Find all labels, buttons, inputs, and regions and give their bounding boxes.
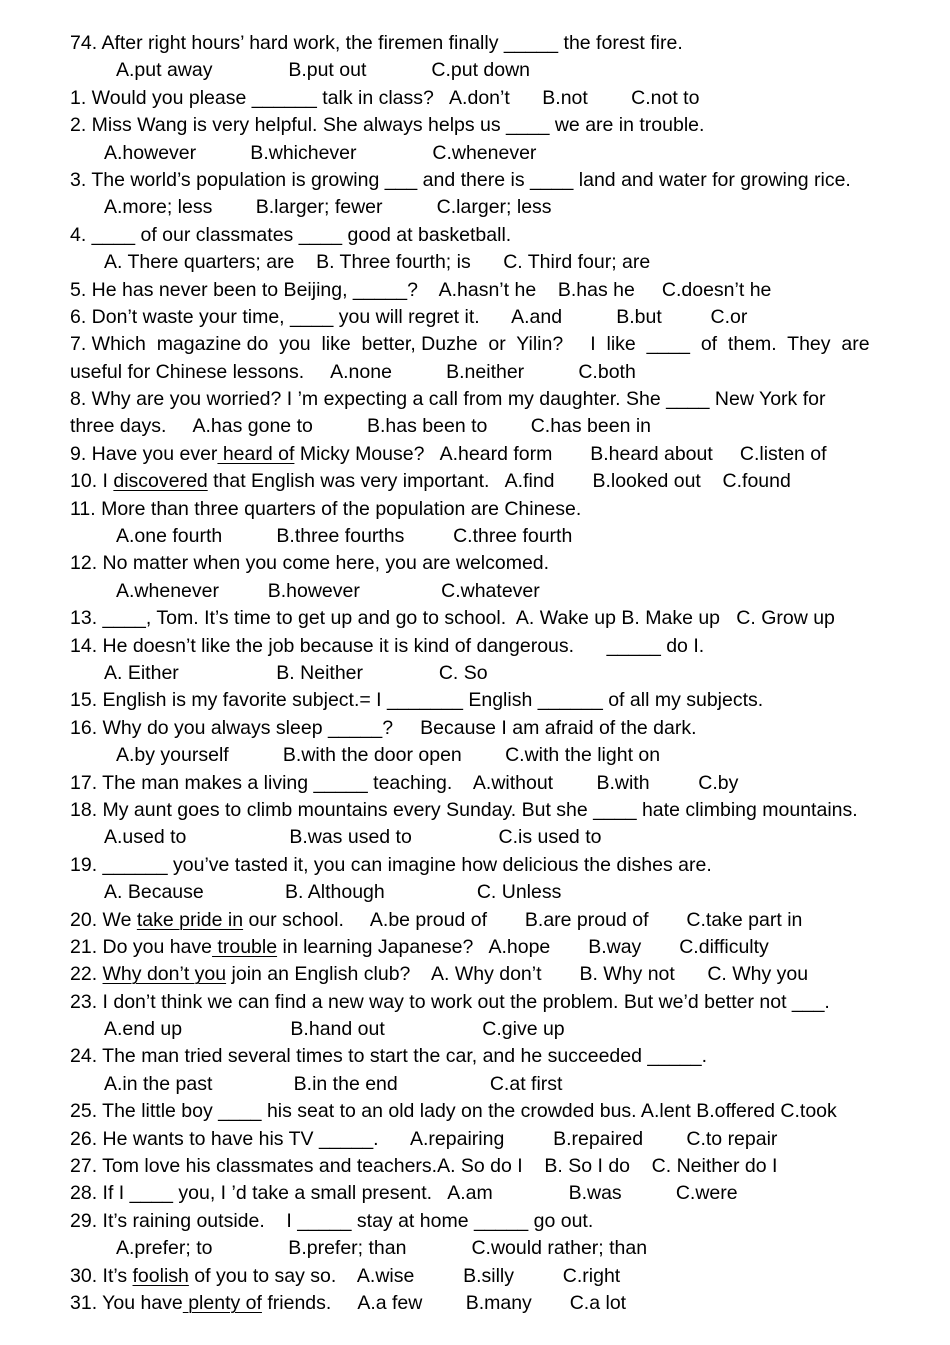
text-segment: 14. He doesn’t like the job because it is kind of dangerous. _____ do I. [70,634,705,657]
text-segment: A.put away B.put out C.put down [116,59,531,82]
text-segment: useful for Chinese lessons. A.none B.neither C.both [70,360,636,383]
question-line [70,1153,930,1180]
answer-options-line [70,824,930,851]
underlined-phrase: plenty of [182,1291,262,1314]
question-line [70,1290,930,1317]
answer-options-line [70,249,930,276]
question-line [70,1180,930,1207]
question-line [70,934,930,961]
text-segment: 3. The world’s population is growing ___ and there is ____ land and water for growing rice. [70,168,851,191]
text-segment: A.by yourself B.with the door open C.with the light on [116,744,661,767]
question-line [70,715,930,742]
text-segment: 10. I [70,470,114,493]
question-line [70,222,930,249]
text-segment: 24. The man tried several times to start the car, and he succeeded _____. [70,1045,708,1068]
text-segment: 23. I don’t think we can find a new way to work out the problem. But we’d better not ___. [70,990,830,1013]
question-line [70,907,930,934]
text-segment: A. Because B. Although C. Unless [104,881,562,904]
question-line [70,413,930,440]
answer-options-line [70,1235,930,1262]
question-line [70,989,930,1016]
question-line [70,1208,930,1235]
text-segment: 17. The man makes a living _____ teaching. A.without B.with C.by [70,771,739,794]
underlined-phrase: foolish [132,1264,189,1287]
text-segment: that English was very important. A.find B.looked out C.found [207,470,791,493]
question-line [70,770,930,797]
text-segment: 29. It’s raining outside. I _____ stay at home _____ go out. [70,1209,594,1232]
text-segment: 25. The little boy ____ his seat to an old lady on the crowded bus. A.lent B.offered C.took [70,1100,837,1123]
text-segment: 11. More than three quarters of the population are Chinese. [70,497,582,520]
underlined-phrase: trouble [212,935,278,958]
text-segment: 1. Would you please ______ talk in class? A.don’t B.not C.not to [70,86,700,109]
text-segment: 12. No matter when you come here, you are welcomed. [70,552,550,575]
text-segment: 16. Why do you always sleep _____? Because I am afraid of the dark. [70,716,697,739]
text-segment: our school. A.be proud of B.are proud of C.take part in [243,908,803,931]
question-line [70,797,930,824]
question-line [70,468,930,495]
text-segment: 18. My aunt goes to climb mountains every Sunday. But she ____ hate climbing mountains. [70,798,858,821]
text-segment: A.in the past B.in the end C.at first [104,1072,563,1095]
question-line [70,277,930,304]
text-segment: 15. English is my favorite subject.= I _______ English ______ of all my subjects. [70,689,764,712]
text-segment: 5. He has never been to Beijing, _____? A.hasn’t he B.has he C.doesn’t he [70,278,772,301]
text-segment: A.used to B.was used to C.is used to [104,826,602,849]
answer-options-line [70,660,930,687]
text-segment: friends. A.a few B.many C.a lot [261,1291,627,1314]
text-segment: 13. ____, Tom. It’s time to get up and go to school. A. Wake up B. Make up C. Grow up [70,607,835,630]
text-segment: 4. ____ of our classmates ____ good at basketball. [70,223,512,246]
text-segment: A.whenever B.however C.whatever [116,579,540,602]
text-segment: 9. Have you ever [70,442,218,465]
underlined-phrase: take pride in [136,908,244,931]
answer-options-line [70,742,930,769]
text-segment: 30. It’s [70,1264,133,1287]
question-line [70,550,930,577]
text-segment: A.end up B.hand out C.give up [104,1018,565,1041]
text-segment: A.however B.whichever C.whenever [104,141,537,164]
answer-options-line [70,578,930,605]
text-segment: 21. Do you have [70,935,213,958]
text-segment: 8. Why are you worried? I ’m expecting a call from my daughter. She ____ New York for [70,388,826,411]
text-segment: 19. ______ you’ve tasted it, you can imagine how delicious the dishes are. [70,853,712,876]
question-line [70,386,930,413]
question-line [70,852,930,879]
text-segment: A. Either B. Neither C. So [104,661,488,684]
question-line [70,304,930,331]
answer-options-line [70,879,930,906]
answer-options-line [70,57,930,84]
underlined-phrase: discovered [113,470,208,493]
question-line [70,1263,930,1290]
question-line [70,633,930,660]
text-segment: of you to say so. A.wise B.silly C.right [188,1264,621,1287]
answer-options-line [70,140,930,167]
answer-options-line [70,523,930,550]
question-line [70,1098,930,1125]
text-segment: 26. He wants to have his TV _____. A.repairing B.repaired C.to repair [70,1127,778,1150]
worksheet-content [70,30,930,1317]
question-line [70,496,930,523]
text-segment: 2. Miss Wang is very helpful. She always helps us ____ we are in trouble. [70,114,705,137]
answer-options-line [70,194,930,221]
answer-options-line [70,1016,930,1043]
question-line [70,359,930,386]
text-segment: 74. After right hours’ hard work, the firemen finally _____ the forest fire. [70,32,683,54]
text-segment: A.prefer; to B.prefer; than C.would rather; than [116,1237,648,1260]
text-segment: in learning Japanese? A.hope B.way C.difficulty [277,935,769,958]
text-segment: Micky Mouse? A.heard form B.heard about C.listen of [294,442,827,465]
question-line [70,112,930,139]
text-segment: 28. If I ____ you, I ’d take a small present. A.am B.was C.were [70,1182,738,1205]
question-line [70,1126,930,1153]
text-segment: A.one fourth B.three fourths C.three fourth [116,525,573,548]
underlined-phrase: Why don’t you [102,963,227,986]
question-line [70,167,930,194]
question-line [70,30,930,57]
text-segment: 27. Tom love his classmates and teachers.A. So do I B. So I do C. Neither do I [70,1155,778,1178]
question-line [70,85,930,112]
underlined-phrase: heard of [217,442,295,465]
text-segment: A.more; less B.larger; fewer C.larger; less [104,196,552,219]
text-segment: 7. Which magazine do you like better, Duzhe or Yilin? I like ____ of them. They are [70,333,870,356]
question-line [70,1043,930,1070]
text-segment: 22. [70,963,103,986]
text-segment: join an English club? A. Why don’t B. Why not C. Why you [226,963,809,986]
text-segment: 20. We [70,908,137,931]
question-line [70,687,930,714]
question-line [70,961,930,988]
text-segment: 6. Don’t waste your time, ____ you will regret it. A.and B.but C.or [70,305,748,328]
text-segment: A. There quarters; are B. Three fourth; is C. Third four; are [104,251,651,274]
text-segment: 31. You have [70,1291,183,1314]
question-line [70,331,930,358]
question-line [70,441,930,468]
answer-options-line [70,1071,930,1098]
question-line [70,605,930,632]
text-segment: three days. A.has gone to B.has been to C.has been in [70,415,652,438]
